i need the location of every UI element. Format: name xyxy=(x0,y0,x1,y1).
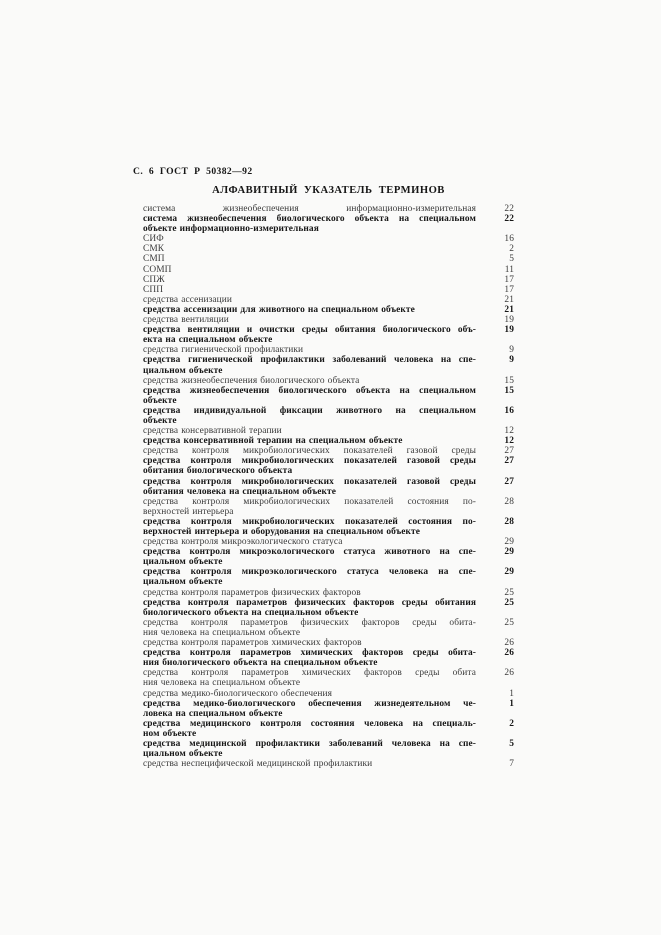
entry-page-number: 2 xyxy=(509,718,514,729)
entry-term xyxy=(143,386,476,406)
index-entry xyxy=(143,345,514,355)
entry-term xyxy=(143,234,476,244)
index-entry xyxy=(143,446,514,456)
entry-page-number: 22 xyxy=(504,204,514,214)
entry-line: средства контроля микробиологических показателей газовой среды xyxy=(143,456,476,467)
entry-term xyxy=(143,456,476,476)
entry-line: средства неспецифической медицинской профилактики xyxy=(143,759,373,770)
entry-term xyxy=(143,668,476,688)
index-entry xyxy=(143,699,514,719)
entry-page-number: 29 xyxy=(504,547,514,558)
entry-page-number: 1 xyxy=(509,688,514,699)
entry-line: средства медицинской профилактики заболеваний человека на спе- xyxy=(143,738,476,749)
entry-line: циальном объекте xyxy=(143,365,223,376)
entry-term xyxy=(143,517,476,537)
entry-line: средства контроля микроэкологического статуса человека на спе- xyxy=(143,567,476,578)
entry-term xyxy=(143,648,476,668)
index-entry xyxy=(143,477,514,497)
entry-term xyxy=(143,588,476,598)
entry-line: средства жизнеобеспечения биологического объекта xyxy=(143,375,360,386)
entry-term xyxy=(143,598,476,618)
entry-page-number: 7 xyxy=(509,759,514,770)
entry-line: ловека на специальном объекте xyxy=(143,708,283,719)
entry-line: СМП xyxy=(143,254,165,265)
entry-line: средства контроля параметров химических факторов xyxy=(143,638,362,649)
index-entry xyxy=(143,537,514,547)
entry-page-number: 1 xyxy=(509,698,514,709)
entry-line: верхностей интерьера xyxy=(143,506,234,517)
index-entry xyxy=(143,426,514,436)
entry-line: средства медицинского контроля состояния человека на специаль- xyxy=(143,718,476,729)
entry-term xyxy=(143,345,476,355)
entry-line: ния человека на специальном объекте xyxy=(143,627,301,638)
entry-line: средства контроля микроэкологического статуса животного на спе- xyxy=(143,547,476,558)
entry-line: объекте информационно-измерительная xyxy=(143,224,319,235)
entry-page-number: 2 xyxy=(509,244,514,255)
entry-page-number: 22 xyxy=(504,214,514,225)
index-entry xyxy=(143,406,514,426)
index-entry xyxy=(143,517,514,537)
index-entry xyxy=(143,204,514,214)
entry-term xyxy=(143,638,476,648)
index-entry xyxy=(143,376,514,386)
index-entry xyxy=(143,275,514,285)
index-entry xyxy=(143,244,514,254)
entry-line: средства контроля микробиологических показателей газовой среды xyxy=(143,476,476,487)
index-entry xyxy=(143,719,514,739)
page-header: С. 6 ГОСТ Р 50382—92 xyxy=(133,166,253,177)
entry-line: средства вентиляции xyxy=(143,315,229,326)
entry-term xyxy=(143,275,476,285)
entry-line: циальном объекте xyxy=(143,577,223,588)
index-entry xyxy=(143,355,514,375)
entry-line: средства контроля микроэкологического статуса xyxy=(143,537,343,548)
entry-term xyxy=(143,739,476,759)
entry-line: циальном объекте xyxy=(143,557,223,568)
index-entry xyxy=(143,497,514,517)
index-entry xyxy=(143,547,514,567)
entry-term xyxy=(143,699,476,719)
entry-page-number: 27 xyxy=(504,456,514,467)
entry-term xyxy=(143,244,476,254)
entry-line: объекте xyxy=(143,415,177,426)
entry-line: ния человека на специальном объекте xyxy=(143,678,301,689)
entry-line: средства медико-биологического обеспечения xyxy=(143,688,333,699)
entry-line: средства контроля параметров химических факторов среды обита xyxy=(143,668,476,679)
entry-page-number: 28 xyxy=(504,516,514,527)
entry-line: СОМП xyxy=(143,264,172,275)
entry-line: система жизнеобеспечения информационно-измерительная xyxy=(143,204,476,214)
entry-term xyxy=(143,567,476,587)
entry-term xyxy=(143,285,476,295)
entry-term xyxy=(143,759,476,769)
entry-page-number: 29 xyxy=(504,537,514,548)
entry-line: средства индивидуальной фиксации животного на специальном xyxy=(143,405,476,416)
entry-line: объекте xyxy=(143,395,177,406)
entry-term xyxy=(143,315,476,325)
entry-line: средства вентиляции и очистки среды обитания биологического объ- xyxy=(143,325,476,336)
entry-term xyxy=(143,618,476,638)
entry-page-number: 21 xyxy=(504,294,514,305)
entry-line: система жизнеобеспечения биологического объекта на специальном xyxy=(143,214,476,225)
entry-line: средства медико-биологического обеспечения жизнедеятельном че- xyxy=(143,698,476,709)
entry-term xyxy=(143,719,476,739)
index-list xyxy=(143,204,514,769)
entry-page-number: 15 xyxy=(504,375,514,386)
entry-line: средства контроля параметров физических факторов xyxy=(143,587,361,598)
entry-term xyxy=(143,376,476,386)
entry-line: верхностей интерьера и оборудования на специальном объекте xyxy=(143,527,420,537)
entry-term xyxy=(143,497,476,517)
entry-term xyxy=(143,406,476,426)
entry-page-number: 19 xyxy=(504,325,514,336)
entry-page-number: 17 xyxy=(504,284,514,295)
entry-line: СИФ xyxy=(143,234,164,245)
index-entry xyxy=(143,598,514,618)
index-entry xyxy=(143,739,514,759)
entry-page-number: 27 xyxy=(504,476,514,487)
entry-line: ния биологического объекта на специальном объекте xyxy=(143,658,378,669)
entry-line: средства ассенизации для животного на специальном объекте xyxy=(143,304,415,315)
entry-page-number: 9 xyxy=(509,345,514,356)
index-content xyxy=(133,166,514,770)
entry-term xyxy=(143,265,476,275)
entry-page-number: 25 xyxy=(504,617,514,628)
entry-term xyxy=(143,214,476,234)
entry-term xyxy=(143,477,476,497)
index-entry xyxy=(143,265,514,275)
entry-line: средства контроля микробиологических показателей состояния по- xyxy=(143,496,476,507)
entry-page-number: 9 xyxy=(509,355,514,366)
entry-line: средства консервативной терапии на специальном объекте xyxy=(143,436,403,447)
entry-line: СПП xyxy=(143,284,164,295)
index-entry xyxy=(143,254,514,264)
entry-term xyxy=(143,537,476,547)
entry-line: циальном объекте xyxy=(143,749,223,760)
entry-line: средства гигиенической профилактики заболеваний человека на спе- xyxy=(143,355,476,366)
index-entry xyxy=(143,648,514,668)
entry-term xyxy=(143,446,476,456)
entry-page-number: 16 xyxy=(504,234,514,245)
index-entry xyxy=(143,295,514,305)
entry-page-number: 26 xyxy=(504,668,514,679)
index-entry xyxy=(143,386,514,406)
entry-page-number: 26 xyxy=(504,648,514,659)
entry-line: средства контроля микробиологических показателей состояния по- xyxy=(143,516,476,527)
entry-line: средства гигиенической профилактики xyxy=(143,345,304,356)
entry-term xyxy=(143,325,476,345)
entry-line: екта на специальном объекте xyxy=(143,335,273,346)
entry-page-number: 11 xyxy=(504,264,514,275)
index-entry xyxy=(143,436,514,446)
entry-page-number: 25 xyxy=(504,587,514,598)
entry-page-number: 21 xyxy=(504,304,514,315)
index-title: АЛФАВИТНЫЙ УКАЗАТЕЛЬ ТЕРМИНОВ xyxy=(212,185,445,196)
index-entry xyxy=(143,456,514,476)
entry-line: обитания биологического объекта xyxy=(143,466,293,477)
entry-term xyxy=(143,355,476,375)
entry-term xyxy=(143,204,476,214)
index-entry xyxy=(143,305,514,315)
entry-line: средства контроля параметров физических факторов среды обита- xyxy=(143,617,476,628)
index-entry xyxy=(143,325,514,345)
entry-page-number: 12 xyxy=(504,426,514,437)
index-entry xyxy=(143,689,514,699)
index-entry xyxy=(143,315,514,325)
entry-line: средства жизнеобеспечения биологического объекта на специальном xyxy=(143,385,476,396)
entry-term xyxy=(143,295,476,305)
entry-term xyxy=(143,547,476,567)
index-entry xyxy=(143,618,514,638)
index-entry xyxy=(143,588,514,598)
entry-term xyxy=(143,689,476,699)
entry-page-number: 26 xyxy=(504,638,514,649)
entry-line: средства контроля микробиологических показателей газовой среды xyxy=(143,446,476,457)
entry-line: средства ассенизации xyxy=(143,294,233,305)
entry-term xyxy=(143,305,476,315)
index-entry xyxy=(143,638,514,648)
entry-page-number: 27 xyxy=(504,446,514,457)
entry-term xyxy=(143,436,476,446)
entry-line: средства контроля параметров физических факторов среды обитания xyxy=(143,597,476,608)
index-entry xyxy=(143,214,514,234)
entry-page-number: 16 xyxy=(504,405,514,416)
entry-line: средства контроля параметров химических факторов среды обита- xyxy=(143,648,476,659)
entry-line: средства консервативной терапии xyxy=(143,426,282,437)
entry-line: СПЖ xyxy=(143,274,165,285)
entry-term xyxy=(143,254,476,264)
entry-page-number: 19 xyxy=(504,315,514,326)
entry-line: СМК xyxy=(143,244,165,255)
index-entry xyxy=(143,668,514,688)
entry-line: обитания человека на специальном объекте xyxy=(143,486,337,497)
entry-page-number: 15 xyxy=(504,385,514,396)
entry-page-number: 5 xyxy=(509,738,514,749)
entry-page-number: 29 xyxy=(504,567,514,578)
entry-page-number: 12 xyxy=(504,436,514,447)
entry-page-number: 28 xyxy=(504,496,514,507)
entry-line: биологического объекта на специальном объекте xyxy=(143,607,359,618)
index-entry xyxy=(143,285,514,295)
index-entry xyxy=(143,759,514,769)
index-entry xyxy=(143,234,514,244)
entry-term xyxy=(143,426,476,436)
entry-page-number: 25 xyxy=(504,597,514,608)
entry-line: ном объекте xyxy=(143,728,197,739)
entry-page-number: 17 xyxy=(504,274,514,285)
index-entry xyxy=(143,567,514,587)
entry-page-number: 5 xyxy=(509,254,514,265)
